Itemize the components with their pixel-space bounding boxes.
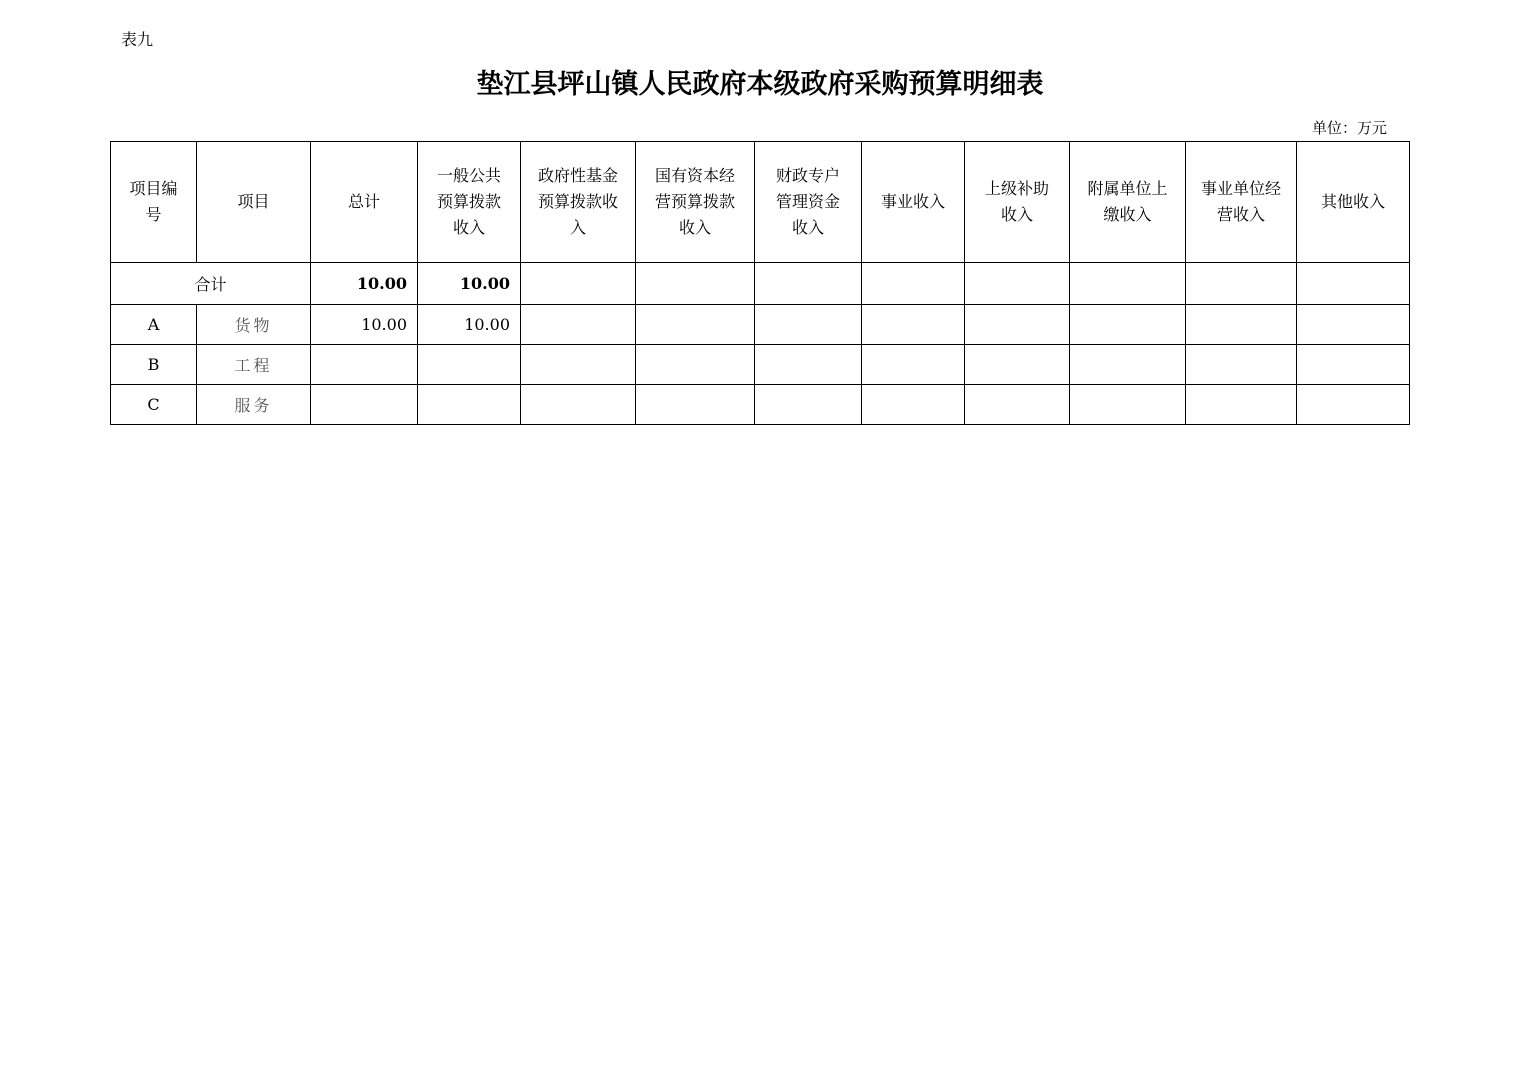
amount-cell: 10.00 [311,305,418,345]
amount-cell [311,345,418,385]
item-code: B [111,345,197,385]
amount-cell [1070,345,1186,385]
item-code: C [111,385,197,425]
amount-cell [1186,305,1297,345]
amount-cell [311,385,418,425]
header-cell: 附属单位上缴收入 [1070,142,1186,263]
header-row [111,142,1410,263]
amount-cell [521,345,636,385]
total-cell [965,263,1070,305]
item-name: 工程 [197,345,311,385]
amount-cell [1070,385,1186,425]
header-cell: 财政专户管理资金收入 [755,142,862,263]
header-cell: 上级补助收入 [965,142,1070,263]
amount-cell [1297,305,1410,345]
amount-cell [965,305,1070,345]
table-row [111,305,1410,345]
page-title: 垫江县坪山镇人民政府本级政府采购预算明细表 [476,69,1044,100]
amount-cell [521,385,636,425]
header-cell: 政府性基金预算拨款收入 [521,142,636,263]
amount-cell [862,385,965,425]
amount-cell [1297,345,1410,385]
unit-label: 单位：万元 [1311,119,1387,137]
total-cell [862,263,965,305]
header-cell: 项目编号 [111,142,197,263]
amount-cell [965,345,1070,385]
total-cell [521,263,636,305]
amount-cell [755,385,862,425]
total-cell: 10.00 [311,263,418,305]
amount-cell [636,385,755,425]
header-cell: 其他收入 [1297,142,1410,263]
amount-cell [418,345,521,385]
procurement-budget-table [110,141,1410,425]
header-cell: 项目 [197,142,311,263]
amount-cell [636,305,755,345]
header-cell: 国有资本经营预算拨款收入 [636,142,755,263]
total-cell [1186,263,1297,305]
item-name: 货物 [197,305,311,345]
amount-cell: 10.00 [418,305,521,345]
total-cell [636,263,755,305]
amount-cell [521,305,636,345]
amount-cell [1070,305,1186,345]
amount-cell [1297,385,1410,425]
total-cell [755,263,862,305]
amount-cell [862,305,965,345]
table-row [111,345,1410,385]
table-row [111,385,1410,425]
table-number-label: 表九 [121,30,154,49]
header-cell: 事业收入 [862,142,965,263]
total-label: 合计 [111,263,311,305]
total-row [111,263,1410,305]
header-cell: 一般公共预算拨款收入 [418,142,521,263]
amount-cell [755,345,862,385]
total-cell [1297,263,1410,305]
amount-cell [1186,385,1297,425]
header-cell: 总计 [311,142,418,263]
item-name: 服务 [197,385,311,425]
amount-cell [965,385,1070,425]
amount-cell [418,385,521,425]
total-cell: 10.00 [418,263,521,305]
item-code: A [111,305,197,345]
amount-cell [862,345,965,385]
total-cell [1070,263,1186,305]
amount-cell [636,345,755,385]
amount-cell [755,305,862,345]
header-cell: 事业单位经营收入 [1186,142,1297,263]
amount-cell [1186,345,1297,385]
